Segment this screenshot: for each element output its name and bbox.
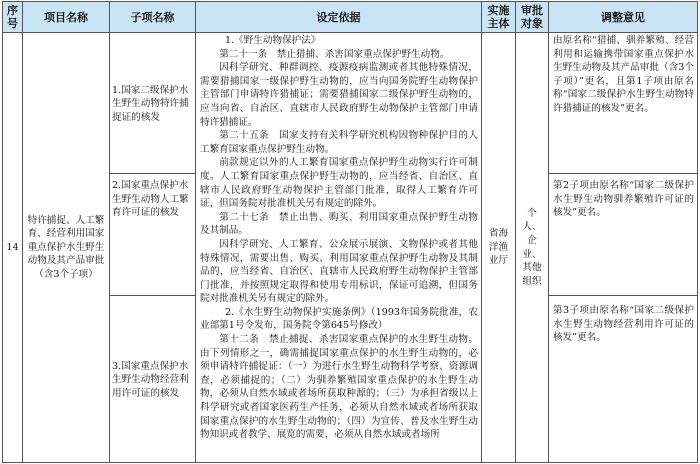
subitem-3: 3.国家重点保护水生野生动物经营利用许可证的核发 [109,295,196,463]
basis-paragraph: 因科学研究、种群调控、疫源疫病监测或者其他特殊情况，需要猎捕国家一级保护野生动物的，应当向国务院野生动物保护主管部门申请特许猎捕证；需要猎捕国家二级保护野生动物的，应当向省、自治区、直辖市人民政府野生动物保护主管部门申请特许猎捕证。 [200,62,478,128]
approval-items-table [2,1,698,463]
implementing-subject: 省海洋渔业厅 [481,32,516,463]
approval-object: 个人、企业、其他组织 [515,32,549,463]
subitem-2: 2.国家重点保护水生野生动物人工繁育许可证的核发 [109,173,196,296]
header-item-name: 项目名称 [22,1,110,33]
basis-law-title: 1.《野生动物保护法》 [224,35,321,46]
adjustment-1: 由原名称“猎捕、驯养繁殖、经营利用和运输携带国家重点保护水生野生动物及其产品审批（含3个子项）”更名，且第1子项由原名称“国家二级保护水生野生动物特许猎捕证的核发”更名。 [548,32,698,174]
basis-paragraph: 第二十五条 国家支持有关科学研究机构因物种保护目的人工繁育国家重点保护野生动物。 [200,130,478,155]
header-adjustment: 调整意见 [548,1,698,33]
header-object: 审批对象 [515,1,549,33]
header-subitem-name: 子项名称 [109,1,196,33]
row-number: 14 [2,32,23,463]
basis-paragraph: 第十二条 禁止捕捉、杀害国家重点保护的水生野生动物。由下列情形之一，确需捕捉国家重点保护的水生野生动物的，必须申请特许捕捉证：（一）为进行水生野生动物科学考察、资源调查，必须捕捉的；（二）为驯养繁殖国家重点保护的水生野生动物，必须从自然水域或者场所获取种源的；（三）为承担省级以上科学研究或者国家医药生产任务，必须从自然水域或者场所获取国家重点保护的水生野生动物的；（四）为宣传、普及水生野生动物知识或者教学、展览的需要，必须从自然水域或者场所 [200,334,478,441]
subitem-1: 1.国家二级保护水生野生动物特许捕捉证的核发 [109,32,196,174]
basis-paragraph: 因科学研究、人工繁育、公众展示展演、文物保护或者其他特殊情况，需要出售、购买、利用国家重点保护野生动物及其制品的，应当经省、自治区、直辖市人民政府野生动物保护主管部门批准，并按照规定取得和使用专用标识，保证可追溯，但国务院对批准机关另有规定的除外。 [200,238,478,305]
adjustment-3: 第3子项由原名称“国家二级保护水生野生动物经营利用许可证的核发”更名。 [548,295,698,463]
header-no: 序号 [2,1,23,33]
basis-paragraph: 前款规定以外的人工繁育国家重点保护野生动物实行许可制度。人工繁育国家重点保护野生动物的，应当经省、自治区、直辖市人民政府野生动物保护主管部门批准，取得人工繁育许可证，但国务院对批准机关另有规定的除外。 [200,157,478,210]
basis-paragraph: 第二十七条 禁止出售、购买、利用国家重点保护野生动物及其制品。 [200,211,478,237]
basis-cell [195,32,482,463]
header-basis: 设定依据 [195,1,482,33]
item-name: 特许捕捉、人工繁育、经营利用国家重点保护水生野生动物及其产品审批（含3个子项） [22,32,110,463]
header-subject: 实施主体 [481,1,516,33]
basis-regulation-title: 2.《水生野生动物保护实施条例》（1993年国务院批准，农业部第1号令发布，国务院令第645号修改） [200,306,478,332]
basis-paragraph: 第二十一条 禁止猎捕、杀害国家重点保护野生动物。 [219,48,450,60]
adjustment-2: 第2子项由原名称“国家二级保护水生野生动物驯养繁殖许可证的核发”更名。 [548,173,698,296]
